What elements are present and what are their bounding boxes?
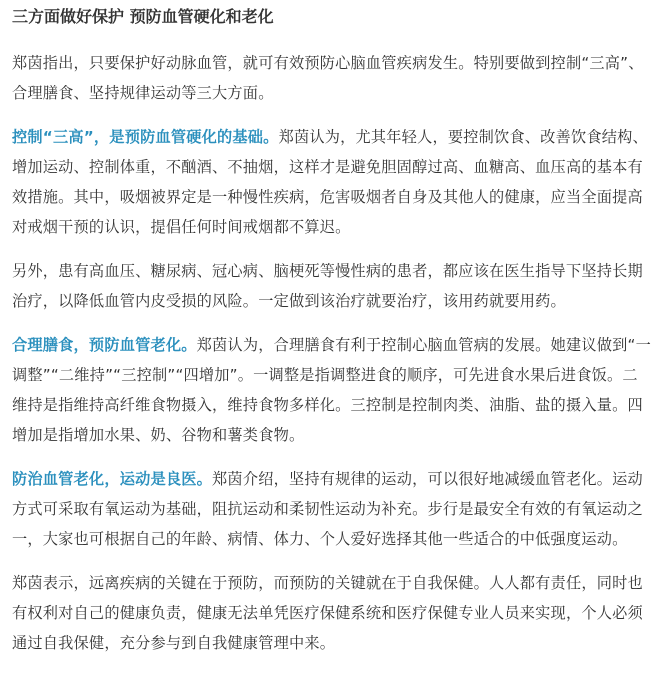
paragraph-body: 郑茵介绍，坚持有规律的运动，可以很好地减缓血管老化。运动方式可采取有氧运动为基础，阻抗运动和柔韧性运动为补充。步行是最安全有效的有氧运动之一，大家也可根据自己的年龄、病情、体力、个人爱好选择其他一些适合的中低强度运动。	[12, 470, 643, 548]
article-title: 三方面做好保护 预防血管硬化和老化	[12, 7, 274, 26]
paragraph-body: 郑茵指出，只要保护好动脉血管，就可有效预防心脑血管疾病发生。特别要做到控制“三高”、合理膳食、坚持规律运动等三大方面。	[12, 54, 644, 102]
paragraph-balanced-diet	[12, 330, 652, 450]
paragraph-body: 另外，患有高血压、糖尿病、冠心病、脑梗死等慢性病的患者，都应该在医生指导下坚持长期治疗，以降低血管内皮受损的风险。一定做到该治疗就要治疗，该用药就要用药。	[12, 262, 643, 310]
paragraph-lead-heading: 合理膳食，预防血管老化。	[12, 336, 197, 354]
paragraph-control-three-highs	[12, 122, 652, 242]
paragraph-intro	[12, 48, 652, 108]
paragraph-exercise	[12, 464, 652, 554]
paragraph-body: 郑茵表示，远离疾病的关键在于预防，而预防的关键就在于自我保健。人人都有责任，同时也有权利对自己的健康负责，健康无法单凭医疗保健系统和医疗保健专业人员来实现，个人必须通过自我保健，充分参与到自我健康管理中来。	[12, 574, 643, 652]
paragraph-chronic-disease	[12, 256, 652, 316]
paragraph-body: 郑茵认为，尤其年轻人，要控制饮食、改善饮食结构、增加运动、控制体重，不酗酒、不抽烟，这样才是避免胆固醇过高、血糖高、血压高的基本有效措施。其中，吸烟被界定是一种慢性疾病，危害吸烟者自身及其他人的健康，应当全面提高对戒烟干预的认识，提倡任何时间戒烟都不算迟。	[12, 128, 648, 236]
paragraph-lead-heading: 控制“三高”，是预防血管硬化的基础。	[12, 128, 279, 146]
paragraph-body: 郑茵认为，合理膳食有利于控制心脑血管病的发展。她建议做到“一调整”“二维持”“三控制”“四增加”。一调整是指调整进食的顺序，可先进食水果后进食饭。二维持是指维持高纤维食物摄入，维持食物多样化。三控制是控制肉类、油脂、盐的摄入量。四增加是指增加水果、奶、谷物和薯类食物。	[12, 336, 651, 444]
paragraph-lead-heading: 防治血管老化，运动是良医。	[12, 470, 213, 488]
paragraph-self-care	[12, 568, 652, 658]
